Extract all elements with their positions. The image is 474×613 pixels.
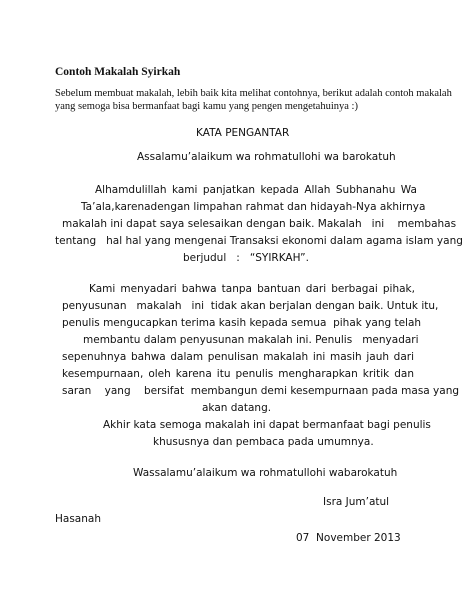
salam-penutup: Wassalamu’alaikum wa rohmatullohi wabarokatuh	[133, 467, 398, 479]
word: oleh	[148, 368, 171, 380]
word: kesempurnaan,	[62, 368, 144, 380]
para1-line-5: berjudul : “SYIRKAH”.	[183, 252, 309, 264]
word: sepenuhnya	[62, 351, 127, 363]
author-last-name: Hasanah	[55, 513, 101, 525]
para2-line-7: saran yang bersifat membangun demi kesempurnaan pada masa yang	[62, 385, 460, 397]
word: kepada	[260, 184, 299, 196]
intro-line-2: yang semoga bisa bermanfaat bagi kamu yang pengen mengetahuinya :)	[55, 101, 358, 112]
para3-line-2: khususnya dan pembaca pada umumnya.	[153, 436, 374, 448]
word: dari	[305, 283, 327, 295]
para2-line-4: membantu dalam penyusunan makalah ini. Penulis menyadari	[83, 334, 419, 346]
word: Alhamdulillah	[95, 184, 167, 196]
word: dengan limpahan rahmat dan hidayah-Nya akhirnya	[150, 201, 426, 213]
para2-line-2: penyusunan makalah ini tidak akan berjalan dengan baik. Untuk itu,	[62, 300, 439, 312]
word: Kami	[89, 283, 116, 295]
word: penulisan	[207, 351, 259, 363]
word: karena	[175, 368, 212, 380]
word: menyadari	[120, 283, 177, 295]
word: masih	[329, 351, 362, 363]
document-date: 07 November 2013	[296, 532, 401, 544]
word: dalam	[170, 351, 204, 363]
word: pihak,	[382, 283, 415, 295]
word: Ta’ala,	[81, 201, 115, 213]
word: kritik	[362, 368, 390, 380]
word: penulis	[235, 368, 274, 380]
para2-line-1	[89, 284, 415, 295]
word: dan	[394, 368, 414, 380]
word: panjatkan	[202, 184, 256, 196]
para2-line-8: akan datang.	[202, 402, 272, 414]
para3-line-1: Akhir kata semoga makalah ini dapat bermanfaat bagi penulis	[103, 419, 431, 431]
word: mengharapkan	[278, 368, 358, 380]
word: itu	[216, 368, 231, 380]
word: Subhanahu	[335, 184, 396, 196]
para1-line-2	[81, 201, 426, 213]
author-first-name: Isra Jum’atul	[323, 496, 390, 508]
page-heading: Contoh Makalah Syirkah	[55, 66, 181, 78]
salam-pembuka: Assalamu’alaikum wa rohmatullohi wa barokatuh	[137, 151, 396, 163]
para1-line-3: makalah ini dapat saya selesaikan dengan baik. Makalah ini membahas	[62, 218, 457, 230]
word: bahwa	[130, 351, 166, 363]
word: ini	[312, 351, 326, 363]
word: kami	[171, 184, 198, 196]
para1-line-1	[95, 185, 417, 196]
word: dari	[393, 351, 414, 363]
word: bantuan	[257, 283, 301, 295]
para2-line-5	[62, 352, 414, 363]
para1-line-4: tentang hal hal yang mengenai Transaksi ekonomi dalam agama islam yang	[55, 235, 463, 247]
word: bahwa	[181, 283, 217, 295]
kata-pengantar-heading: KATA PENGANTAR	[196, 127, 290, 139]
word: berbagai	[331, 283, 378, 295]
intro-line-1: Sebelum membuat makalah, lebih baik kita melihat contohnya, berikut adalah contoh makalah	[55, 88, 452, 99]
word: Wa	[400, 184, 417, 196]
word: makalah	[263, 351, 309, 363]
word: Allah	[304, 184, 331, 196]
para2-line-6	[62, 369, 414, 380]
para2-line-3: penulis mengucapkan terima kasih kepada semua pihak yang telah	[62, 317, 422, 329]
word: tanpa	[221, 283, 252, 295]
word: karena	[114, 201, 151, 213]
word: jauh	[366, 351, 390, 363]
